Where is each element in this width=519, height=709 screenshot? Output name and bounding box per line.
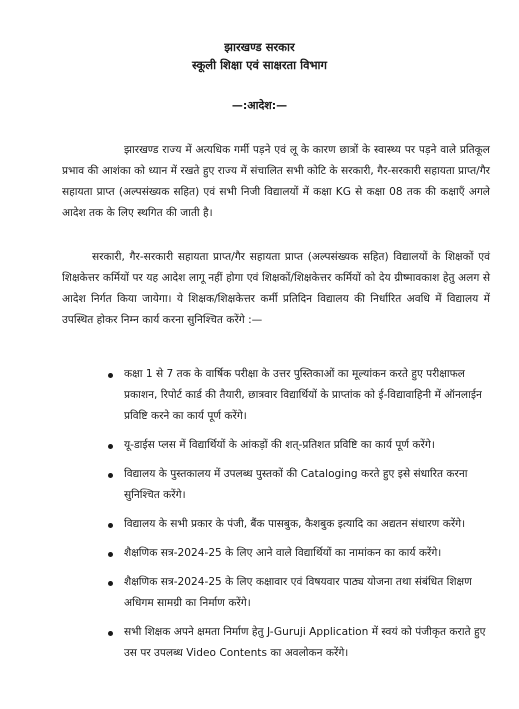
list-item [110, 514, 488, 535]
list-item-text: विद्यालय के सभी प्रकार के पंजी, बैंक पासबुक, कैशबुक इत्यादि का अद्यतन संधारण करेंगे। [124, 518, 466, 530]
list-item-text: विद्यालय के पुस्तकालय में उपलब्ध पुस्तकों की Cataloging करते हुए इसे संधारित करना सुनिश्चित करेंगे। [124, 468, 468, 501]
list-item [110, 435, 488, 456]
department-name: स्कूली शिक्षा एवं साक्षरता विभाग [191, 58, 327, 72]
list-item-text: शैक्षणिक सत्र-2024-25 के लिए कक्षावार एवं विषयवार पाठ्य योजना तथा संबंधित शिक्षण अधिगम सामग्री का निर्माण करेंगे। [124, 576, 472, 609]
list-item [110, 464, 488, 506]
list-item-text: शैक्षणिक सत्र-2024-25 के लिए आने वाले विद्यार्थियों का नामांकन का कार्य करेंगे। [124, 547, 442, 559]
list-item [110, 364, 488, 427]
list-item [110, 622, 488, 664]
bullet-icon [108, 631, 113, 636]
list-item-text: सभी शिक्षक अपने क्षमता निर्माण हेतु J-Guruji Application में स्वयं को पंजीकृत कराते हुए उस पर उपलब्ध Video Contents का अवलोकन करेंगे। [124, 626, 486, 659]
bullet-icon [108, 552, 113, 557]
task-list [110, 364, 488, 672]
order-paragraph-2: सरकारी, गैर-सरकारी सहायता प्राप्त/गैर सहायता प्राप्त (अल्पसंख्यक सहित) विद्यालयों के शिक्षकों एवं शिक्षकेत्तर कर्मियों पर यह आदेश लागू नहीं होगा एवं शिक्षकों/शिक्षकेत्तर कर्मियों को देय ग्रीष्मावकाश हेतु अलग से आदेश निर्गत किया जायेगा। ये शिक्षक/शिक्षकेत्तर कर्मी प्रतिदिन विद्यालय की निर्धारित अवधि में विद्यालय में उपस्थित होकर निम्न कार्य करना सुनिश्चित करेंगे :— [62, 251, 490, 326]
bullet-icon [108, 473, 113, 478]
list-item [110, 572, 488, 614]
order-paragraph-1: झारखण्ड राज्य में अत्यधिक गर्मी पड़ने एवं लू के कारण छात्रों के स्वास्थ्य पर पड़ने वाले प्रतिकूल प्रभाव की आशंका को ध्यान में रखते हुए राज्य में संचालित सभी कोटि के सरकारी, गैर-सरकारी सहायता प्राप्त/गैर सहायता प्राप्त (अल्पसंख्यक सहित) एवं सभी निजी विद्यालयों में कक्षा KG से कक्षा 08 तक की कक्षाएँ अगले आदेश तक के लिए स्थगित की जाती है। [62, 144, 490, 219]
bullet-icon [108, 373, 113, 378]
list-item-text: यू-डाईस प्लस में विद्यार्थियों के आंकड़ों की शत्-प्रतिशत प्रविष्टि का कार्य पूर्ण करेंगे। [124, 439, 435, 451]
order-heading: —:आदेश:— [231, 99, 288, 112]
bullet-icon [108, 523, 113, 528]
list-item-text: कक्षा 1 से 7 तक के वार्षिक परीक्षा के उत्तर पुस्तिकाओं का मूल्यांकन करते हुए परीक्षाफल प्रकाशन, रिपोर्ट कार्ड की तैयारी, छात्रवार विद्यार्थियों के प्राप्तांक को ई-विद्यावाहिनी में ऑनलाईन प्रविष्टि करने का कार्य पूर्ण करेंगे। [124, 368, 482, 422]
bullet-icon [108, 581, 113, 586]
bullet-icon [108, 444, 113, 449]
government-name: झारखण्ड सरकार [224, 40, 295, 54]
list-item [110, 543, 488, 564]
